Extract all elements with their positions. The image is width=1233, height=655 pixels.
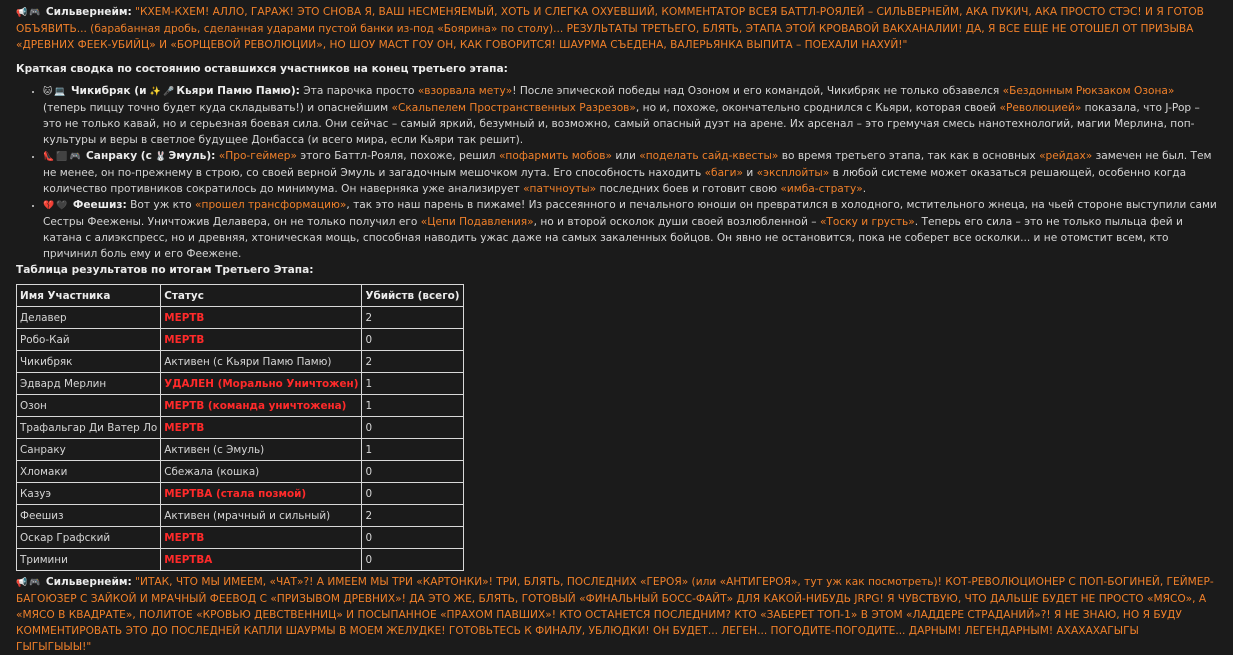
microphone-icon: 🎤 [163,87,175,97]
broken-heart-icon: 💔 [43,201,55,211]
table-row [17,505,464,527]
cell-participant-name: Оскар Графский [17,527,161,549]
speaker-name: Сильвернейм: [45,6,132,18]
gamepad-icon: 🎮 [29,8,41,18]
speaker-name: Сильвернейм: [45,576,132,588]
table-row [17,483,464,505]
table-header-row [17,285,464,307]
cell-kills: 1 [362,439,463,461]
table-row [17,549,464,571]
cell-participant-name: Казуэ [17,483,161,505]
cell-status: МЕРТВА (стала позмой) [161,483,362,505]
cell-status: МЕРТВ [161,417,362,439]
computer-icon: 💻 [54,87,66,97]
list-item-chikibryak: • 🐱 💻 Чикибряк (и ✨ 🎤 Кьяри Памю Памю): Эта парочка просто «взорвала мету»! После эпической победы над Озоном и его командой, Чикибряк не только обзавелся «Бездонным Рюкзаком Озона» (теперь пиццу точно будет куда складывать!) и опаснейшим «Скальпелем Пространственных Разрезов», но и, похоже, окончательно сроднился с Кьяри, которая своей «Революцией» показала, что J-Pop – это не только кавай, но и серьезная боевая сила. Они сейчас – самый яркий, безумный и, возможно, самый опасный дуэт на арене. Их арсенал – это гремучая смесь нанотехнологий, магии Мерлина, поп-культуры и веры в светлое будущее Донбасса (и всего мира, если Кьяри так решит). [43,83,1217,148]
cat-icon: 🐱 [43,87,53,97]
cell-kills: 0 [362,329,463,351]
megaphone-icon: 📢 [16,578,28,588]
boot-icon: 👠 [43,152,55,162]
cell-kills: 1 [362,395,463,417]
gamepad-icon: 🎮 [29,578,41,588]
black-heart-icon: 🖤 [56,201,68,211]
cell-participant-name: Делавер [17,307,161,329]
cell-participant-name: Трафальгар Ди Ватер Ло [17,417,161,439]
table-row [17,461,464,483]
table-row [17,439,464,461]
cell-kills: 1 [362,373,463,395]
rabbit-icon: 🐰 [155,152,167,162]
table-row [17,395,464,417]
participant-name: Санраку (с [86,150,152,162]
cell-participant-name: Хломаки [17,461,161,483]
table-title: Таблица результатов по итогам Третьего Этапа: [16,264,314,276]
cell-status: МЕРТВ [161,329,362,351]
outro-quote: "ИТАК, ЧТО МЫ ИМЕЕМ, «ЧАТ»?! А ИМЕЕМ МЫ ТРИ «КАРТОНКИ»! ТРИ, БЛЯТЬ, ПОСЛЕДНИХ «ГЕРОЯ» (или «АНТИГЕРОЯ», тут уж как посмотреть)! КОТ-РЕВОЛЮЦИОНЕР С ПОП-БОГИНЕЙ, ГЕЙМЕР-БАГОЮЗЕР С ЗАЙКОЙ И МРАЧНЫЙ ФЕЕВОД С «ПРИЗЫВОМ ДРЕВНИХ»! ДА ЭТО ЖЕ, БЛЯТЬ, ГОТОВЫЙ «ФИНАЛЬНЫЙ БОСС-ФАЙТ» ДЛЯ КАКОЙ-НИБУДЬ JRPG! Я ЧУВСТВУЮ, ЧТО ДАЛЬШЕ БУДЕТ НЕ ПРОСТО «МЯСО», А «МЯСО В КВАДРАТЕ», ПОЛИТОЕ «КРОВЬЮ ДЕВСТВЕННИЦ» И ПОСЫПАННОЕ «ПРАХОМ ПАВШИХ»! КТО ОСТАНЕТСЯ ПОСЛЕДНИМ? КТО «ЗАБЕРЕТ ТОП-1» В ЭТОМ «ЛАДДЕРЕ СТРАДАНИЙ»?! Я НЕ ЗНАЮ, НО Я БУДУ КОММЕНТИРОВАТЬ ЭТО ДО ПОСЛЕДНЕЙ КАПЛИ ШАУРМЫ В МОЕМ ЖЕЛУДКЕ! ГОТОВЬТЕСЬ К ФИНАЛУ, УБЛЮДКИ! ОН БУДЕТ... ЛЕГЕН... ПОГОДИТЕ-ПОГОДИТЕ... ДАРНЫМ! ЛЕГЕНДАРНЫМ! АХАХАХАГЫГЫ ГЫГЫГЫЫЫ!" [16,576,1214,653]
cell-kills: 0 [362,461,463,483]
cell-kills: 2 [362,307,463,329]
intro-paragraph [16,4,1217,53]
gamepad-icon: 🎮 [69,152,81,162]
list-item-feeshiz: • 💔 🖤 Феешиз: Вот уж кто «прошел трансформацию», так это наш парень в пижаме! Из рассеянного и печального юноши он превратился в холодного, мстительного жнеца, на чьей стороне выступили сами Сестры Феежены. Уничтожив Делавера, он не только получил его «Цепи Подавления», но и второй осколок души своей возлюбленной – «Тоску и грусть». Теперь его сила – это не только пыльца фей и катана с алиэкспресс, но и древняя, хтоническая мощь, способная наводить ужас даже на самых закаленных бойцов. Он явно не остановится, пока не соберет все осколки... и не отомстит всем, кто причинил боль ему и его Феежене. [43,197,1217,262]
results-table [16,284,464,571]
cell-participant-name: Санраку [17,439,161,461]
table-row [17,307,464,329]
cell-kills: 0 [362,417,463,439]
cell-participant-name: Робо-Кай [17,329,161,351]
cell-participant-name: Озон [17,395,161,417]
cell-status: Активен (с Эмуль) [161,439,362,461]
cell-status: Активен (мрачный и сильный) [161,505,362,527]
table-row [17,527,464,549]
sparkles-icon: ✨ [149,87,162,97]
cell-kills: 2 [362,505,463,527]
cell-kills: 0 [362,527,463,549]
participant-partner: Кьяри Памю Памю): [176,85,300,97]
column-header: Имя Участника [17,285,161,307]
table-row [17,373,464,395]
cell-status: МЕРТВ [161,527,362,549]
participant-name: Феешиз: [72,199,127,211]
cell-kills: 0 [362,549,463,571]
cell-kills: 0 [362,483,463,505]
participant-partner: Эмуль): [168,150,216,162]
column-header: Статус [161,285,362,307]
cell-status: Активен (с Кьяри Памю Памю) [161,351,362,373]
table-row [17,417,464,439]
participant-name: Чикибряк (и [70,85,147,97]
megaphone-icon: 📢 [16,8,28,18]
cell-status: Сбежала (кошка) [161,461,362,483]
outro-paragraph [16,574,1217,655]
cell-status: МЕРТВ [161,307,362,329]
table-row [17,329,464,351]
cell-status: МЕРТВА [161,549,362,571]
list-item-sanraku: • 👠 ⬛ 🎮 Санраку (с 🐰 Эмуль): «Про-геймер» этого Баттл-Рояля, похоже, решил «пофармить мобов» или «поделать сайд-квесты» во время третьего этапа, так как в основных «рейдах» замечен не был. Тем не менее, он по-прежнему в строю, со своей верной Эмуль и загадочным мешочком лута. Его способность находить «баги» и «эксплойты» в любой системе может оказаться решающей, особенно когда количество противников сократилось до минимума. Он наверняка уже анализирует «патчноуты» последних боев и готовит свою «имба-страту». [43,148,1217,197]
cell-participant-name: Тримини [17,549,161,571]
intro-quote: "КХЕМ-КХЕМ! АЛЛО, ГАРАЖ! ЭТО СНОВА Я, ВАШ НЕСМЕНЯЕМЫЙ, ХОТЬ И СЛЕГКА ОХУЕВШИЙ, КОММЕНТАТОР ВСЕЯ БАТТЛ-РОЯЛЕЙ – СИЛЬВЕРНЕЙМ, АКА ПУКИЧ, АКА ПРОСТО СТЭС! И Я ГОТОВ ОБЪЯВИТЬ... (барабанная дробь, сделанная ударами пустой банки из-под «Боярина» по столу)... РЕЗУЛЬТАТЫ ТРЕТЬЕГО, БЛЯТЬ, ЭТАПА ЭТОЙ КРОВАВОЙ ВАКХАНАЛИИ! ДА, Я ВСЕ ЕЩЕ НЕ ОТОШЕЛ ОТ ПРИЗЫВА «ДРЕВНИХ ФЕЕК-УБИЙЦ» И «БОРЩЕВОЙ РЕВОЛЮЦИИ», НО ШОУ МАСТ ГОУ ОН, КАК ГОВОРИТСЯ! ШАУРМА СЪЕДЕНА, ВАЛЕРЬЯНКА ВЫПИТА – ПОЕХАЛИ НАХУЙ!" [16,6,1204,51]
cell-status: МЕРТВ (команда уничтожена) [161,395,362,417]
square-icon: ⬛ [56,152,68,162]
cell-participant-name: Эдвард Мерлин [17,373,161,395]
cell-kills: 2 [362,351,463,373]
cell-status: УДАЛЕН (Морально Уничтожен) [161,373,362,395]
table-row [17,351,464,373]
participants-list [16,83,1217,262]
column-header: Убийств (всего) [362,285,463,307]
summary-title: Краткая сводка по состоянию оставшихся участников на конец третьего этапа: [16,63,508,75]
cell-participant-name: Чикибряк [17,351,161,373]
cell-participant-name: Феешиз [17,505,161,527]
